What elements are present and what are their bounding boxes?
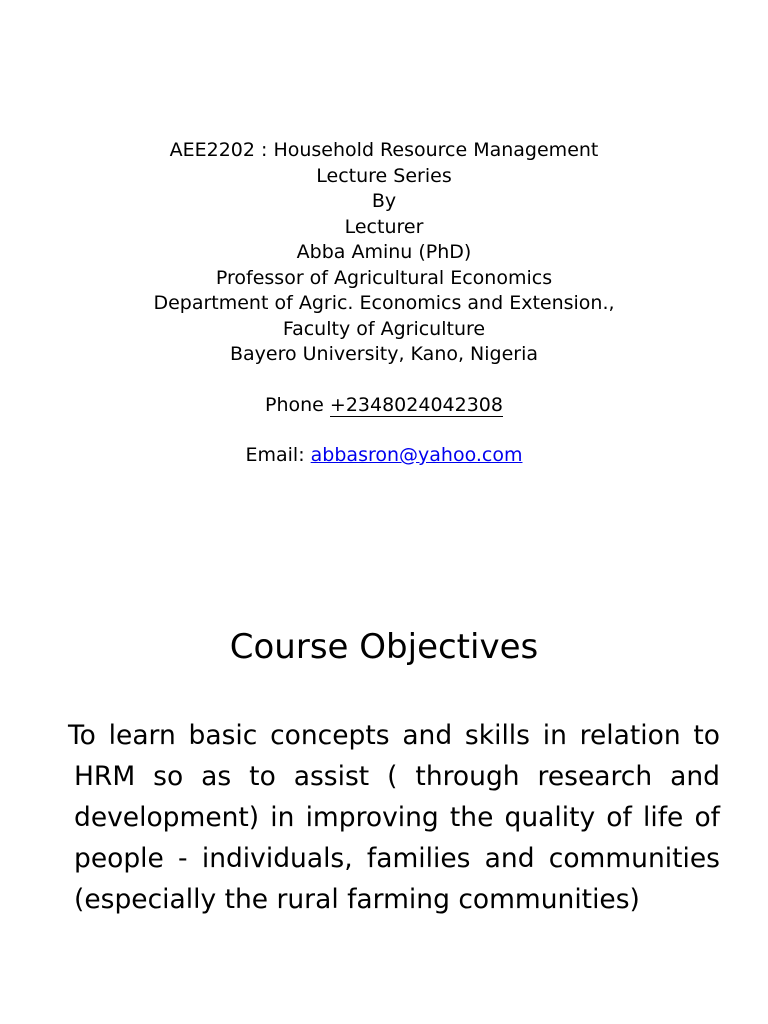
objectives-paragraph: To learn basic concepts and skills in relation to HRM so as to assist ( through research and development) in improving the quality of life of people - individuals, families and communities (especially the rural farming communities)	[68, 720, 720, 915]
spacer	[0, 368, 768, 393]
role-label: Lecturer	[344, 215, 424, 238]
lecturer-name: Abba Aminu (PhD)	[296, 241, 472, 263]
series-label: Lecture Series	[316, 164, 452, 187]
department-name: Department of Agric. Economics and Extension.,	[153, 292, 615, 314]
phone-link[interactable]: +2348024042308	[329, 393, 503, 416]
email-line	[0, 443, 768, 469]
email-label: Email:	[245, 444, 311, 466]
email-link[interactable]: abbasron@yahoo.com	[310, 444, 523, 466]
lecturer-info-slide	[0, 138, 768, 469]
by-label: By	[371, 190, 397, 212]
course-title: AEE2202 : Household Resource Management	[169, 139, 599, 161]
university-name: Bayero University, Kano, Nigeria	[229, 343, 539, 365]
lecturer-position: Professor of Agricultural Economics	[215, 266, 553, 289]
phone-line	[0, 393, 768, 419]
faculty-name: Faculty of Agriculture	[282, 317, 486, 340]
section-title: Course Objectives	[229, 627, 539, 667]
phone-label: Phone	[265, 393, 330, 416]
spacer	[0, 418, 768, 443]
